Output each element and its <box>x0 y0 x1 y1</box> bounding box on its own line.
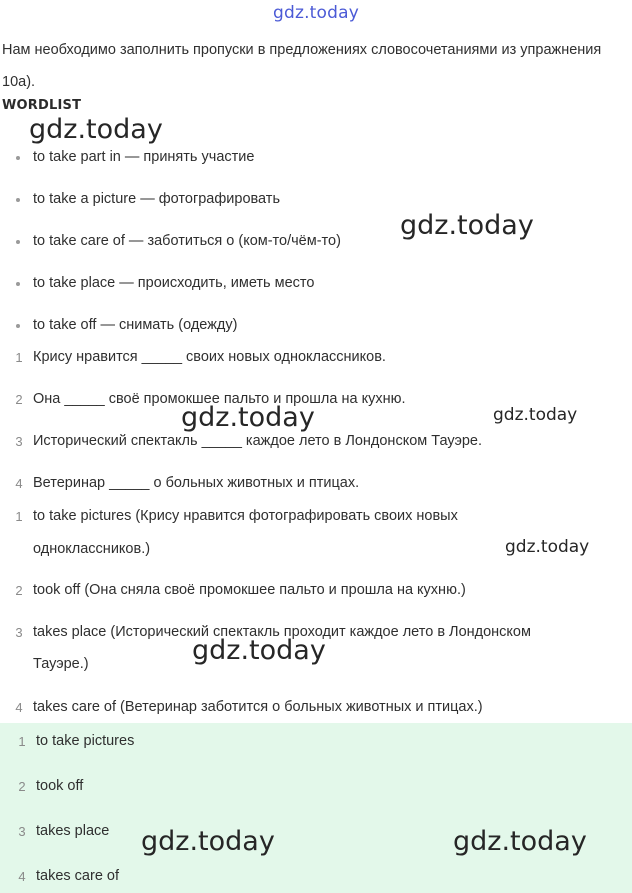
explained-answer-line: одноклассников.) <box>33 541 151 557</box>
explained-answer-line: takes place (Исторический спектакль проходит каждое лето в Лондонском <box>33 624 531 640</box>
list-number: 2 <box>15 392 23 407</box>
watermark: gdz.today <box>505 537 590 557</box>
list-number: 4 <box>18 869 26 884</box>
wordlist-item-text: to take care of — заботиться о (ком-то/чём-то) <box>33 233 341 249</box>
bullet-icon <box>16 324 20 328</box>
explained-answer-line: took off (Она сняла своё промокшее пальто и прошла на кухню.) <box>33 582 466 598</box>
wordlist-item-text: to take a picture — фотографировать <box>33 191 281 207</box>
sentence-text: Ветеринар _____ о больных животных и птицах. <box>33 475 360 491</box>
final-answer-text: to take pictures <box>36 733 135 749</box>
wordlist-item-text: to take place — происходить, иметь место <box>33 275 315 291</box>
wordlist-item-text: to take part in — принять участие <box>33 149 255 165</box>
list-number: 2 <box>18 779 26 794</box>
watermark: gdz.today <box>192 635 326 666</box>
list-number: 3 <box>18 824 26 839</box>
sentence-text: Она _____ своё промокшее пальто и прошла на кухню. <box>33 391 406 407</box>
final-answer-text: takes place <box>36 823 110 839</box>
list-number: 3 <box>15 434 23 449</box>
watermark: gdz.today <box>29 114 163 145</box>
bullet-icon <box>16 198 20 202</box>
watermark: gdz.today <box>400 210 534 241</box>
list-number: 1 <box>15 509 23 524</box>
watermark: gdz.today <box>493 405 578 425</box>
list-number: 4 <box>15 700 23 715</box>
bullet-icon <box>16 240 20 244</box>
sentence-text: Крису нравится _____ своих новых одноклассников. <box>33 349 386 365</box>
list-number: 1 <box>18 734 26 749</box>
list-number: 4 <box>15 476 23 491</box>
list-number: 2 <box>15 583 23 598</box>
explained-answer-line: takes care of (Ветеринар заботится о больных животных и птицах.) <box>33 699 483 715</box>
bullet-icon <box>16 282 20 286</box>
wordlist-title: WORDLIST <box>2 98 82 113</box>
explained-answer-line: to take pictures (Крису нравится фотографировать своих новых <box>33 508 458 524</box>
bullet-icon <box>16 156 20 160</box>
list-number: 3 <box>15 625 23 640</box>
final-answer-text: takes care of <box>36 868 120 884</box>
watermark: gdz.today <box>181 402 315 433</box>
explained-answer-line: Тауэре.) <box>33 656 89 672</box>
site-logo[interactable]: gdz.today <box>272 3 360 23</box>
task-intro: Нам необходимо заполнить пропуски в предложениях словосочетаниями из упражнения 10а). <box>2 42 602 90</box>
watermark: gdz.today <box>141 826 275 857</box>
wordlist-item-text: to take off — снимать (одежду) <box>33 317 238 333</box>
sentence-text: Исторический спектакль _____ каждое лето в Лондонском Тауэре. <box>33 433 483 449</box>
watermark: gdz.today <box>453 826 587 857</box>
final-answer-text: took off <box>36 778 84 794</box>
list-number: 1 <box>15 350 23 365</box>
